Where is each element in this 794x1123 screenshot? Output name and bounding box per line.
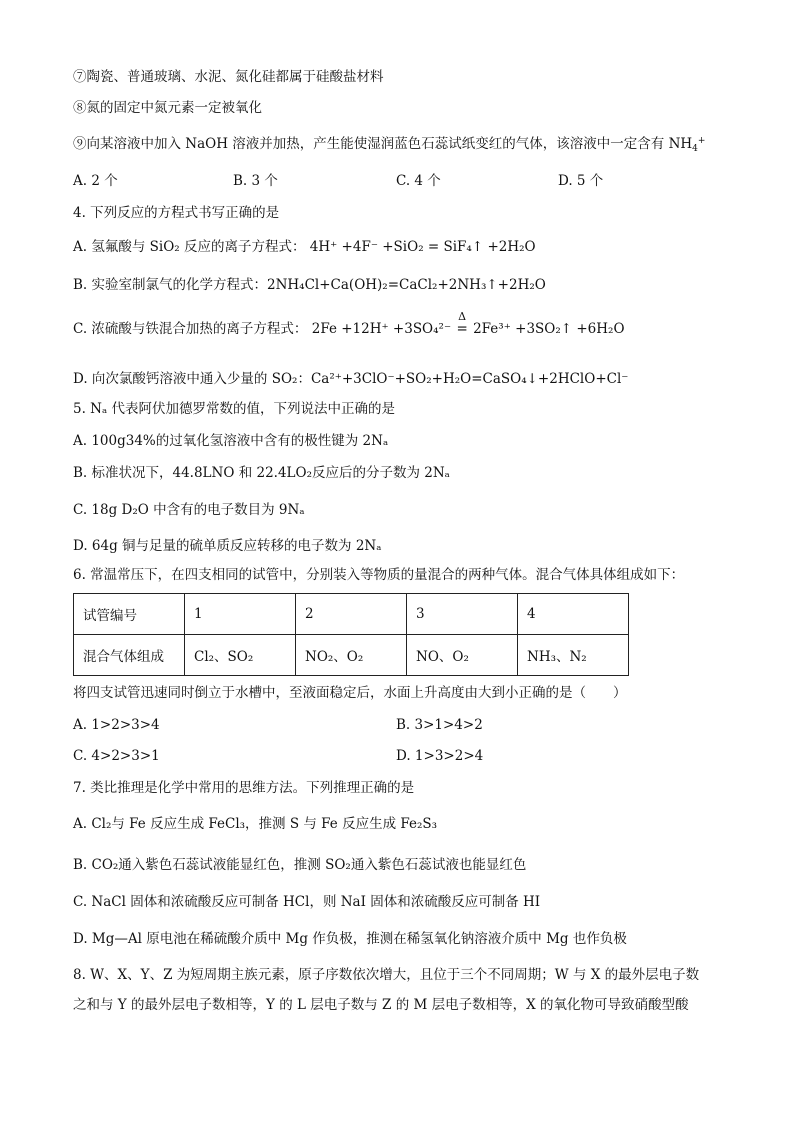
q4-a-equation: 4H⁺ +4F⁻ +SiO₂ = SiF₄↑ +2H₂O (309, 239, 536, 255)
q4-a-formula: SiO₂ (149, 239, 180, 255)
q4-option-b: B. 实验室制氯气的化学方程式：2NH₄Cl+Ca(OH)₂=CaCl₂+2NH₃↑+2H₂O (73, 277, 546, 293)
q4-option-c (73, 310, 625, 338)
statement-9 (73, 135, 705, 153)
gas-table (73, 593, 629, 676)
q8-line-2: 之和与 Y 的最外层电子数相等，Y 的 L 层电子数与 Z 的 M 层电子数相等，X 的氧化物可导致硝酸型酸 (73, 997, 689, 1013)
table-cell: 2 (296, 594, 407, 635)
q4-option-d: D. 向次氯酸钙溶液中通入少量的 SO₂：Ca²⁺+3ClO⁻+SO₂+H₂O=CaSO₄↓+2HClO+Cl⁻ (73, 371, 629, 387)
table-cell: NO₂、O₂ (296, 635, 407, 676)
q3-option-b: B. 3 个 (233, 173, 278, 189)
q7-stem: 7. 类比推理是化学中常用的思维方法。下列推理正确的是 (73, 780, 415, 796)
table-row (74, 635, 629, 676)
table-cell: 1 (185, 594, 296, 635)
q3-option-d: D. 5 个 (558, 173, 604, 189)
q4-c-pre: C. 浓硫酸与铁混合加热的离子方程式： (73, 321, 308, 337)
q5-option-c: C. 18g D₂O 中含有的电子数目为 9Nₐ (73, 502, 305, 518)
q8-line-1: 8. W、X、Y、Z 为短周期主族元素，原子序数依次增大，且位于三个不同周期；W 与 X 的最外层电子数 (73, 967, 700, 983)
statement-7: ⑦陶瓷、普通玻璃、水泥、氮化硅都属于硅酸盐材料 (73, 69, 384, 85)
statement-9-sup: + (697, 136, 706, 146)
q4-c-eq-left: 2Fe +12H⁺ +3SO₄²⁻ (311, 321, 452, 337)
statement-9-text: ⑨向某溶液中加入 NaOH 溶液并加热，产生能使湿润蓝色石蕊试纸变红的气体，该溶液中一定含有 NH (73, 136, 693, 152)
table-cell: 4 (518, 594, 629, 635)
q6-question: 将四支试管迅速同时倒立于水槽中，至液面稳定后，水面上升高度由大到小正确的是（ ） (73, 685, 627, 701)
q5-option-a: A. 100g34%的过氧化氢溶液中含有的极性键为 2Nₐ (73, 433, 389, 449)
q5-option-b: B. 标准状况下，44.8LNO 和 22.4LO₂反应后的分子数为 2Nₐ (73, 465, 450, 481)
q7-option-d: D. Mg—Al 原电池在稀硫酸介质中 Mg 作负极，推测在稀氢氧化钠溶液介质中 Mg 也作负极 (73, 931, 627, 947)
q4-option-a (73, 238, 536, 256)
q4-a-mid: 反应的离子方程式： (183, 239, 306, 255)
q6-option-a: A. 1>2>3>4 (73, 717, 160, 733)
table-row (74, 594, 629, 635)
table-cell: NH₃、N₂ (518, 635, 629, 676)
q7-option-b: B. CO₂通入紫色石蕊试液能显红色，推测 SO₂通入紫色石蕊试液也能显红色 (73, 857, 527, 873)
q4-stem: 4. 下列反应的方程式书写正确的是 (73, 205, 280, 221)
table-cell: NO、O₂ (407, 635, 518, 676)
statement-8: ⑧氮的固定中氮元素一定被氧化 (73, 100, 262, 116)
table-cell: Cl₂、SO₂ (185, 635, 296, 676)
q6-option-c: C. 4>2>3>1 (73, 748, 160, 764)
q4-a-pre: A. 氢氟酸与 (73, 239, 146, 255)
q3-option-c: C. 4 个 (396, 173, 441, 189)
q6-stem: 6. 常温常压下，在四支相同的试管中，分别装入等物质的量混合的两种气体。混合气体具体组成如下： (73, 567, 685, 583)
delta-symbol: Δ (458, 310, 467, 323)
table-cell: 3 (407, 594, 518, 635)
statement-9-sub: 4 (692, 144, 698, 154)
q4-c-eq-right: 2Fe³⁺ +3SO₂↑ +6H₂O (473, 321, 625, 337)
q5-option-d: D. 64g 铜与足量的硫单质反应转移的电子数为 2Nₐ (73, 538, 382, 554)
q6-option-b: B. 3>1>4>2 (396, 717, 483, 733)
heating-equals-sign: Δ = (451, 320, 473, 338)
q6-option-d: D. 1>3>2>4 (396, 748, 484, 764)
q3-option-a: A. 2 个 (73, 173, 118, 189)
q7-option-a: A. Cl₂与 Fe 反应生成 FeCl₃，推测 S 与 Fe 反应生成 Fe₂S₃ (73, 816, 438, 832)
table-cell: 试管编号 (74, 594, 185, 635)
table-cell: 混合气体组成 (74, 635, 185, 676)
q7-option-c: C. NaCl 固体和浓硫酸反应可制备 HCl，则 NaI 固体和浓硫酸反应可制备 HI (73, 894, 541, 910)
q5-stem: 5. Nₐ 代表阿伏加德罗常数的值，下列说法中正确的是 (73, 401, 395, 417)
